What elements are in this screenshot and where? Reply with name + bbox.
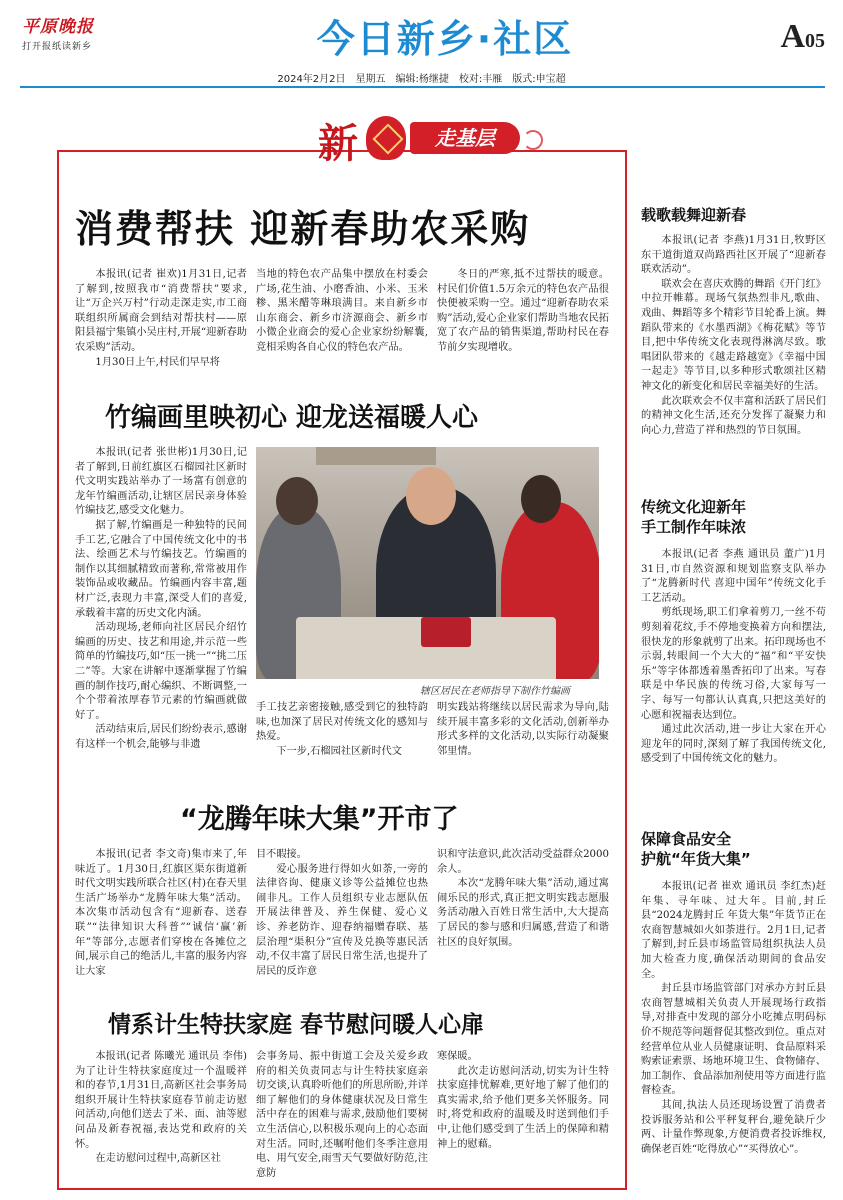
bamboo-col-2 [256,701,428,786]
longteng-p2: 目不暇接。 [256,849,307,860]
family-col-2 [256,1050,428,1182]
family-p4: 寒保暖。 [437,1051,478,1062]
bamboo-p7: 明实践站将继续以居民需求为导向,陆续开展丰富多彩的文化活动,创新举办形式多样的文化活动,以实际行动凝聚邻里情。 [437,702,609,757]
family-p3: 会事务局、振中街道工会及关爱乡政府的相关负责同志与计生特扶家庭亲切交谈,认真聆听他们的所思所盼,并详细了解他们的身体健康状况及日常生活中存在的困难与需求,鼓励他们要树立生活信心,以积极乐观向上的心态面对生活。同时,还嘱咐他们冬季注意用电、用气安全,雨雪天气要做好防范,注意防 [256,1051,428,1179]
dateline: 2024年2月2日 星期五 编辑:杨继捷 校对:丰雁 版式:申宝超 [277,74,566,85]
dance-col [641,234,826,474]
headline-craft-line2: 手工制作年味浓 [641,518,747,536]
main-p3: 当地的特色农产品集中摆放在村委会广场,花生油、小磨香油、小米、玉米糁、黑米醋等琳琅满目。来自新乡市山东商会、新乡市济源商会、新乡市小微企业商会的爱心企业家纷纷解囊,竞相采购各自心仪的特色农产品。 [256,269,428,353]
bamboo-p4: 活动结束后,居民们纷纷表示,感谢有这样一个机会,能够与非遗 [75,724,247,750]
main-p1: 本报讯(记者 崔欢)1月31日,记者了解到,按照我市“消费帮扶”要求,让“万企兴万村”行动走深走实,市工商联组织所属商会到结对帮扶村——原阳县福宁集镇小吴庄村,开展“迎新春助农采购”活动。 [75,269,247,353]
longteng-col-1 [75,848,247,988]
main-p2: 1月30日上午,村民们早早将 [95,356,220,368]
bamboo-p2: 据了解,竹编画是一种独特的民间手工艺,它融合了中国传统文化中的书法、绘画艺术与竹编技艺。竹编画的制作以其细腻精致而著称,常常被用作装饰品或收藏品。竹编画内容丰富,题材广泛,表现力丰富,深受人们的喜爱,承载着丰富的历史文化内涵。 [75,519,247,619]
family-col-1 [75,1050,247,1182]
longteng-p1: 本报讯(记者 李文奇)集市来了,年味近了。1月30日,红旗区渠东街道新时代文明实践所联合社区(村)在春天里生活广场举办“龙腾年味大集”活动。本次集市活动包含有“迎新春、送春联”“法律知识大科普”“诚信‘赢’新年”等部分,志愿者们穿梭在各摊位之间,展示自己的绝活儿,丰富的服务内容让大家 [75,849,247,977]
masthead-rule [20,86,825,88]
longteng-col-2 [256,848,428,988]
feature-banner [318,112,548,172]
longteng-col-3 [437,848,609,988]
page-number [780,18,825,56]
bamboo-col-3 [437,701,609,786]
craft-col [641,548,826,813]
main-p4: 冬日的严寒,抵不过帮扶的暖意。村民们价值1.5万余元的特色农产品很快便被采购一空。通过“迎新春助农采购”活动,爱心企业家们帮助当地农民拓宽了农产品的销售渠道,帮助村民在春节前夕实现增收。 [437,269,609,353]
photo-caption: 辖区居民在老师指导下制作竹编画 [420,686,570,697]
bamboo-p5: 手工技艺亲密接触,感受到它的独特韵味,也加深了居民对传统文化的感知与热爱。 [256,702,428,743]
masthead [0,0,843,88]
banner-xin: 新 [318,120,358,167]
main-col-1 [75,268,247,388]
food-p2: 封丘县市场监管部门对承办方封丘县农商智慧城相关负责人开展现场行政指导,对排查中发现的部分小吃摊点明码标价不规范等问题督促其整改到位。重点对经营单位从业人员健康证明、食品原料采购索证索票、场地环境卫生、食物储存、加工制作、食品添加剂使用等方面进行监督检查。 [641,983,826,1097]
headline-family: 情系计生特扶家庭 春节慰问暖人心扉 [108,1012,485,1038]
longteng-p4: 识和守法意识,此次活动受益群众2000余人。 [437,849,609,875]
headline-craft [641,497,746,537]
bamboo-p1: 本报讯(记者 张世彬)1月30日,记者了解到,日前红旗区石榴园社区新时代文明实践站举办了一场富有创意的龙年竹编画活动,让辖区居民亲身体验竹编技艺,感受文化魅力。 [75,447,247,517]
headline-longteng: “龙腾年味大集”开市了 [180,804,459,835]
longteng-p3: 爱心服务进行得如火如荼,一旁的法律咨询、健康义诊等公益摊位也热闹非凡。工作人员组织专业志愿队伍开展法律普及、养生保健、爱心义诊、养老防诈、迎春纳福赠春联、基层治理“渠积分”宣传及兑换等惠民活动,不仅丰富了居民日常生活,也提升了居民的反诈意 [256,863,428,977]
family-col-3 [437,1050,609,1182]
headline-food-line1: 保障食品安全 [641,830,732,848]
food-p3: 其间,执法人员还现场设置了消费者投诉服务站和公平秤复秤台,避免缺斤少两、计量作弊现象,方便消费者投诉维权,确保老百姓“吃得放心”“买得放心”。 [641,1099,826,1155]
craft-p2: 剪纸现场,职工们拿着剪刀,一丝不苟剪刻着花纹,手不停地变换着方向和摆法,很快龙的形象就剪了出来。拓印现场也不示弱,转眼间一个大大的“福”和“平安快乐”等字体都透着墨香拓印了出来。写春联是中华民族的传统习俗,大家每写一字、每写一句都认认真真,只把这美好的心愿和祝福表达到位。 [641,607,826,721]
dance-p2: 联欢会在喜庆欢腾的舞蹈《开门红》中拉开帷幕。现场气氛热烈非凡,歌曲、戏曲、舞蹈等多个精彩节目轮番上演。舞蹈队带来的《水墨西湖》《梅花赋》等节目,把中华传统文化表现得淋漓尽致。歌唱团队带来的《越走路越宽》《幸福中国一起走》等节目,以多种形式歌颂社区精神文化的新变化和居民幸福美好的生活。 [641,278,826,392]
page-digits: 05 [805,30,825,52]
bamboo-photo [256,447,599,679]
chinese-knot-icon [366,116,406,160]
main-col-3 [437,268,609,388]
section-title: 今日新乡·社区 [316,17,574,61]
food-p1: 本报讯(记者 崔欢 通讯员 李红杰)赶年集、寻年味、过大年。目前,封丘县“2024龙腾封丘 年货大集”年货节正在农商智慧城如火如荼进行。2月1日,记者了解到,封丘县市场监管局组织执法人员加大检查力度,确保活动期间的食品安全。 [641,881,826,980]
bamboo-p6: 下一步,石榴园社区新时代文 [276,745,402,757]
logo-title: 平原晚报 [22,17,94,37]
banner-pill: 走基层 [410,122,520,154]
newspaper-logo [22,12,130,52]
headline-food-line2: 护航“年货大集” [641,850,751,868]
family-p5: 此次走访慰问活动,切实为计生特扶家庭排忧解难,更好地了解了他们的真实需求,给予他们更多关怀服务。同时,将党和政府的温暖及时送到他们手中,让他们感受到了生活上的保障和精神上的慰藉。 [437,1065,609,1150]
headline-dance: 载歌载舞迎新春 [641,206,747,224]
swirl-icon [523,130,543,150]
craft-p1: 本报讯(记者 李燕 通讯员 董广)1月31日,市自然资源和规划监察支队举办了“龙腾新时代 喜迎中国年”传统文化手工艺活动。 [641,549,826,604]
bamboo-p3: 活动现场,老师向社区居民介绍竹编画的历史、技艺和用途,并示范一些简单的竹编技巧,如“压一挑一”“挑二压二”等。大家在讲解中逐渐掌握了竹编画的制作技巧,耐心编织、不断调整,一个个带着浓厚春节元素的竹编画就做好了。 [75,622,247,721]
headline-food [641,829,751,869]
family-p1: 本报讯(记者 陈曦光 通讯员 李伟)为了让计生特扶家庭度过一个温暖祥和的春节,1月31日,高新区社会事务局组织开展计生特扶家庭春节前走访慰问活动,向他们送去了米、面、油等慰问品及新春祝福,表达党和政府的关怀。 [75,1051,247,1150]
main-col-2 [256,268,428,388]
dance-p3: 此次联欢会不仅丰富和活跃了居民们的精神文化生活,还充分发挥了凝聚力和向心力,营造了祥和热烈的节日氛围。 [641,395,826,436]
longteng-p5: 本次“龙腾年味大集”活动,通过寓闹乐民的形式,真正把文明实践志愿服务活动融入百姓日常生活中,大大提高了居民的参与感和归属感,营造了和谐社区的良好氛围。 [437,878,609,948]
food-col [641,880,826,1186]
family-p2: 在走访慰问过程中,高新区社 [95,1153,221,1165]
headline-main: 消费帮扶 迎新春助农采购 [75,207,531,251]
bamboo-col-1 [75,446,247,786]
dance-p1: 本报讯(记者 李燕)1月31日,牧野区东干道街道双尚路西社区开展了“迎新春联欢活动”。 [641,235,826,276]
craft-p3: 通过此次活动,进一步让大家在开心迎龙年的同时,深刻了解了我国传统文化,感受到了中国传统文化的魅力。 [641,724,826,765]
headline-bamboo: 竹编画里映初心 迎龙送福暖人心 [105,403,479,433]
page-letter: A [780,18,805,55]
logo-subtitle: 打开报纸读新乡 [22,42,93,52]
headline-craft-line1: 传统文化迎新年 [641,498,747,516]
